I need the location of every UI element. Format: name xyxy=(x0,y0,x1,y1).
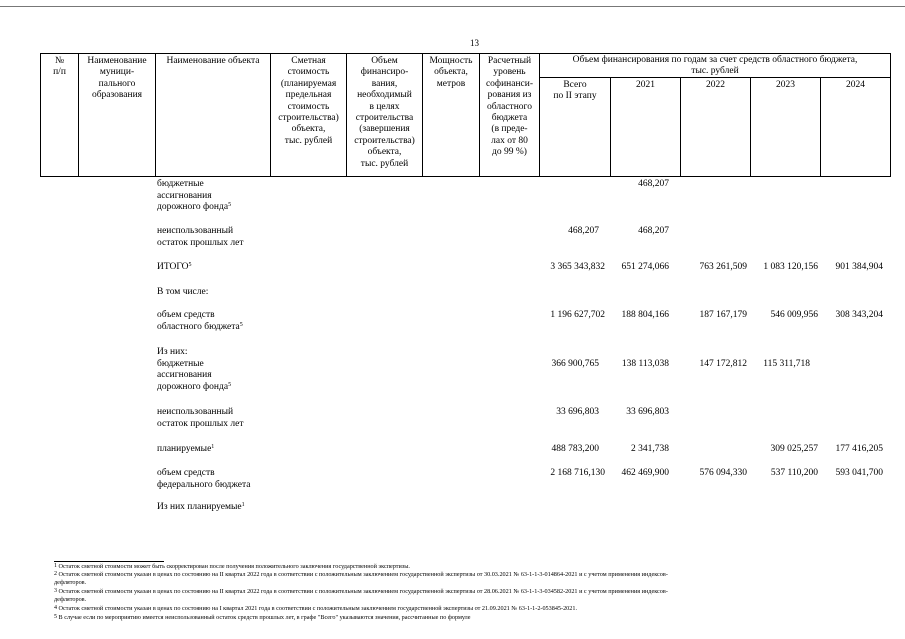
footnote: $^3$ Остаток сметной стоимости указан в ценах по состоянию на II квартал 2022 года в соответствии с положительным заключением государственной экспертизы от 28.06.2021 № 63-1-1-3-034582-2021 и с учетом применения индексов- дефляторов. xyxy=(54,588,668,603)
col-divider xyxy=(750,77,751,176)
value-2021: 2 341,738 xyxy=(631,444,669,454)
header-2022: 2022 xyxy=(706,80,725,90)
header-municipality: Наименование муници- пального образования xyxy=(87,56,147,101)
row-label: планируемые$^1$ xyxy=(157,444,215,454)
row-label: объем средств областного бюджета$^5$ xyxy=(157,310,243,332)
header-2021: 2021 xyxy=(636,80,655,90)
row-label: ИТОГО$^5$ xyxy=(157,262,192,272)
value-total: 3 365 343,832 xyxy=(550,262,605,272)
row-label: неиспользованный остаток прошлых лет xyxy=(157,407,244,429)
header-cost: Сметная стоимость (планируемая предельная стоимость строительства) объекта, тыс. рублей xyxy=(278,56,339,146)
value-2021: 468,207 xyxy=(638,179,669,189)
col-divider xyxy=(680,77,681,176)
header-level: Расчетный уровень софинанси- рования из областного бюджета (в преде- лах от 80 до 99 %) xyxy=(485,56,534,158)
value-2022: 187 167,179 xyxy=(699,310,747,320)
header-no: № п/п xyxy=(53,56,66,78)
value-2021: 462 469,900 xyxy=(621,468,669,478)
header-capacity: Мощность объекта, метров xyxy=(429,56,473,89)
top-border-line xyxy=(0,6,905,7)
value-2023: 1 083 120,156 xyxy=(763,262,818,272)
row-label: бюджетные ассигнования дорожного фонда$^5$ xyxy=(157,179,232,212)
header-2023: 2023 xyxy=(776,80,795,90)
value-2024: 901 384,904 xyxy=(835,262,883,272)
value-total: 33 696,803 xyxy=(556,407,599,417)
row-label: В том числе: xyxy=(157,287,209,297)
header-top-border xyxy=(40,53,891,54)
row-label: Из них планируемые$^1$ xyxy=(157,502,245,512)
footnote: $^5$ В случае если по мероприятию имеется неиспользованный остаток средств прошлых лет, в графе "Всего" указываются значения, рассчитанные по формуле xyxy=(54,614,471,621)
value-2022: 576 094,330 xyxy=(699,468,747,478)
value-2023: 309 025,257 xyxy=(770,444,818,454)
col-divider xyxy=(155,53,156,176)
footnote: $^1$ Остаток сметной стоимости может быть скорректирован после получения положительного заключения государственной экспертизы. xyxy=(54,563,410,570)
value-total: 366 900,765 xyxy=(551,359,599,369)
value-2021: 468,207 xyxy=(638,226,669,236)
header-object: Наименование объекта xyxy=(166,56,260,66)
value-2023: 537 110,200 xyxy=(770,468,818,478)
value-2024: 308 343,204 xyxy=(835,310,883,320)
footnote: $^4$ Остаток сметной стоимости указан в ценах по состоянию на I квартал 2021 года в соответствии с положительным заключением государственной экспертизы от 21.09.2021 № 63-1-1-2-053845-2021. xyxy=(54,605,578,612)
value-2021: 651 274,066 xyxy=(621,262,669,272)
footnote: $^2$ Остаток сметной стоимости указан в ценах по состоянию на II квартал 2022 года в соответствии с положительным заключением государственной экспертизы от 30.03.2021 № 63-1-1-3-014864-2021 и с учетом применения индексов- дефляторов. xyxy=(54,571,668,586)
value-2022: 147 172,812 xyxy=(699,359,747,369)
header-years-group: Объем финансирования по годам за счет средств областного бюджета, тыс. рублей xyxy=(572,55,858,77)
col-divider xyxy=(820,77,821,176)
row-label: объем средств федерального бюджета xyxy=(157,468,251,490)
value-2021: 138 113,038 xyxy=(621,359,669,369)
value-2023: 546 009,956 xyxy=(770,310,818,320)
value-total: 488 783,200 xyxy=(551,444,599,454)
header-bottom-border xyxy=(40,176,891,177)
col-divider xyxy=(610,77,611,176)
value-2023: 115 311,718 xyxy=(763,359,810,369)
page-number: 13 xyxy=(470,38,479,48)
value-2024: 177 416,205 xyxy=(835,444,883,454)
value-2021: 188 804,166 xyxy=(621,310,669,320)
header-total: Всего по II этапу xyxy=(553,80,597,102)
row-label: неиспользованный остаток прошлых лет xyxy=(157,226,244,248)
header-2024: 2024 xyxy=(846,80,865,90)
value-2024: 593 041,700 xyxy=(835,468,883,478)
header-financing: Объем финансиро- вания, необходимый в целях строительства (завершения строительства) объекта, тыс. рублей xyxy=(354,56,415,169)
col-divider xyxy=(890,53,891,176)
value-total: 2 168 716,130 xyxy=(550,468,605,478)
value-2021: 33 696,803 xyxy=(626,407,669,417)
value-total: 1 196 627,702 xyxy=(550,310,605,320)
row-label: Из них: бюджетные ассигнования дорожного фонда$^5$ xyxy=(157,347,232,392)
value-total: 468,207 xyxy=(568,226,599,236)
value-2022: 763 261,509 xyxy=(699,262,747,272)
footnote-separator xyxy=(54,561,164,562)
